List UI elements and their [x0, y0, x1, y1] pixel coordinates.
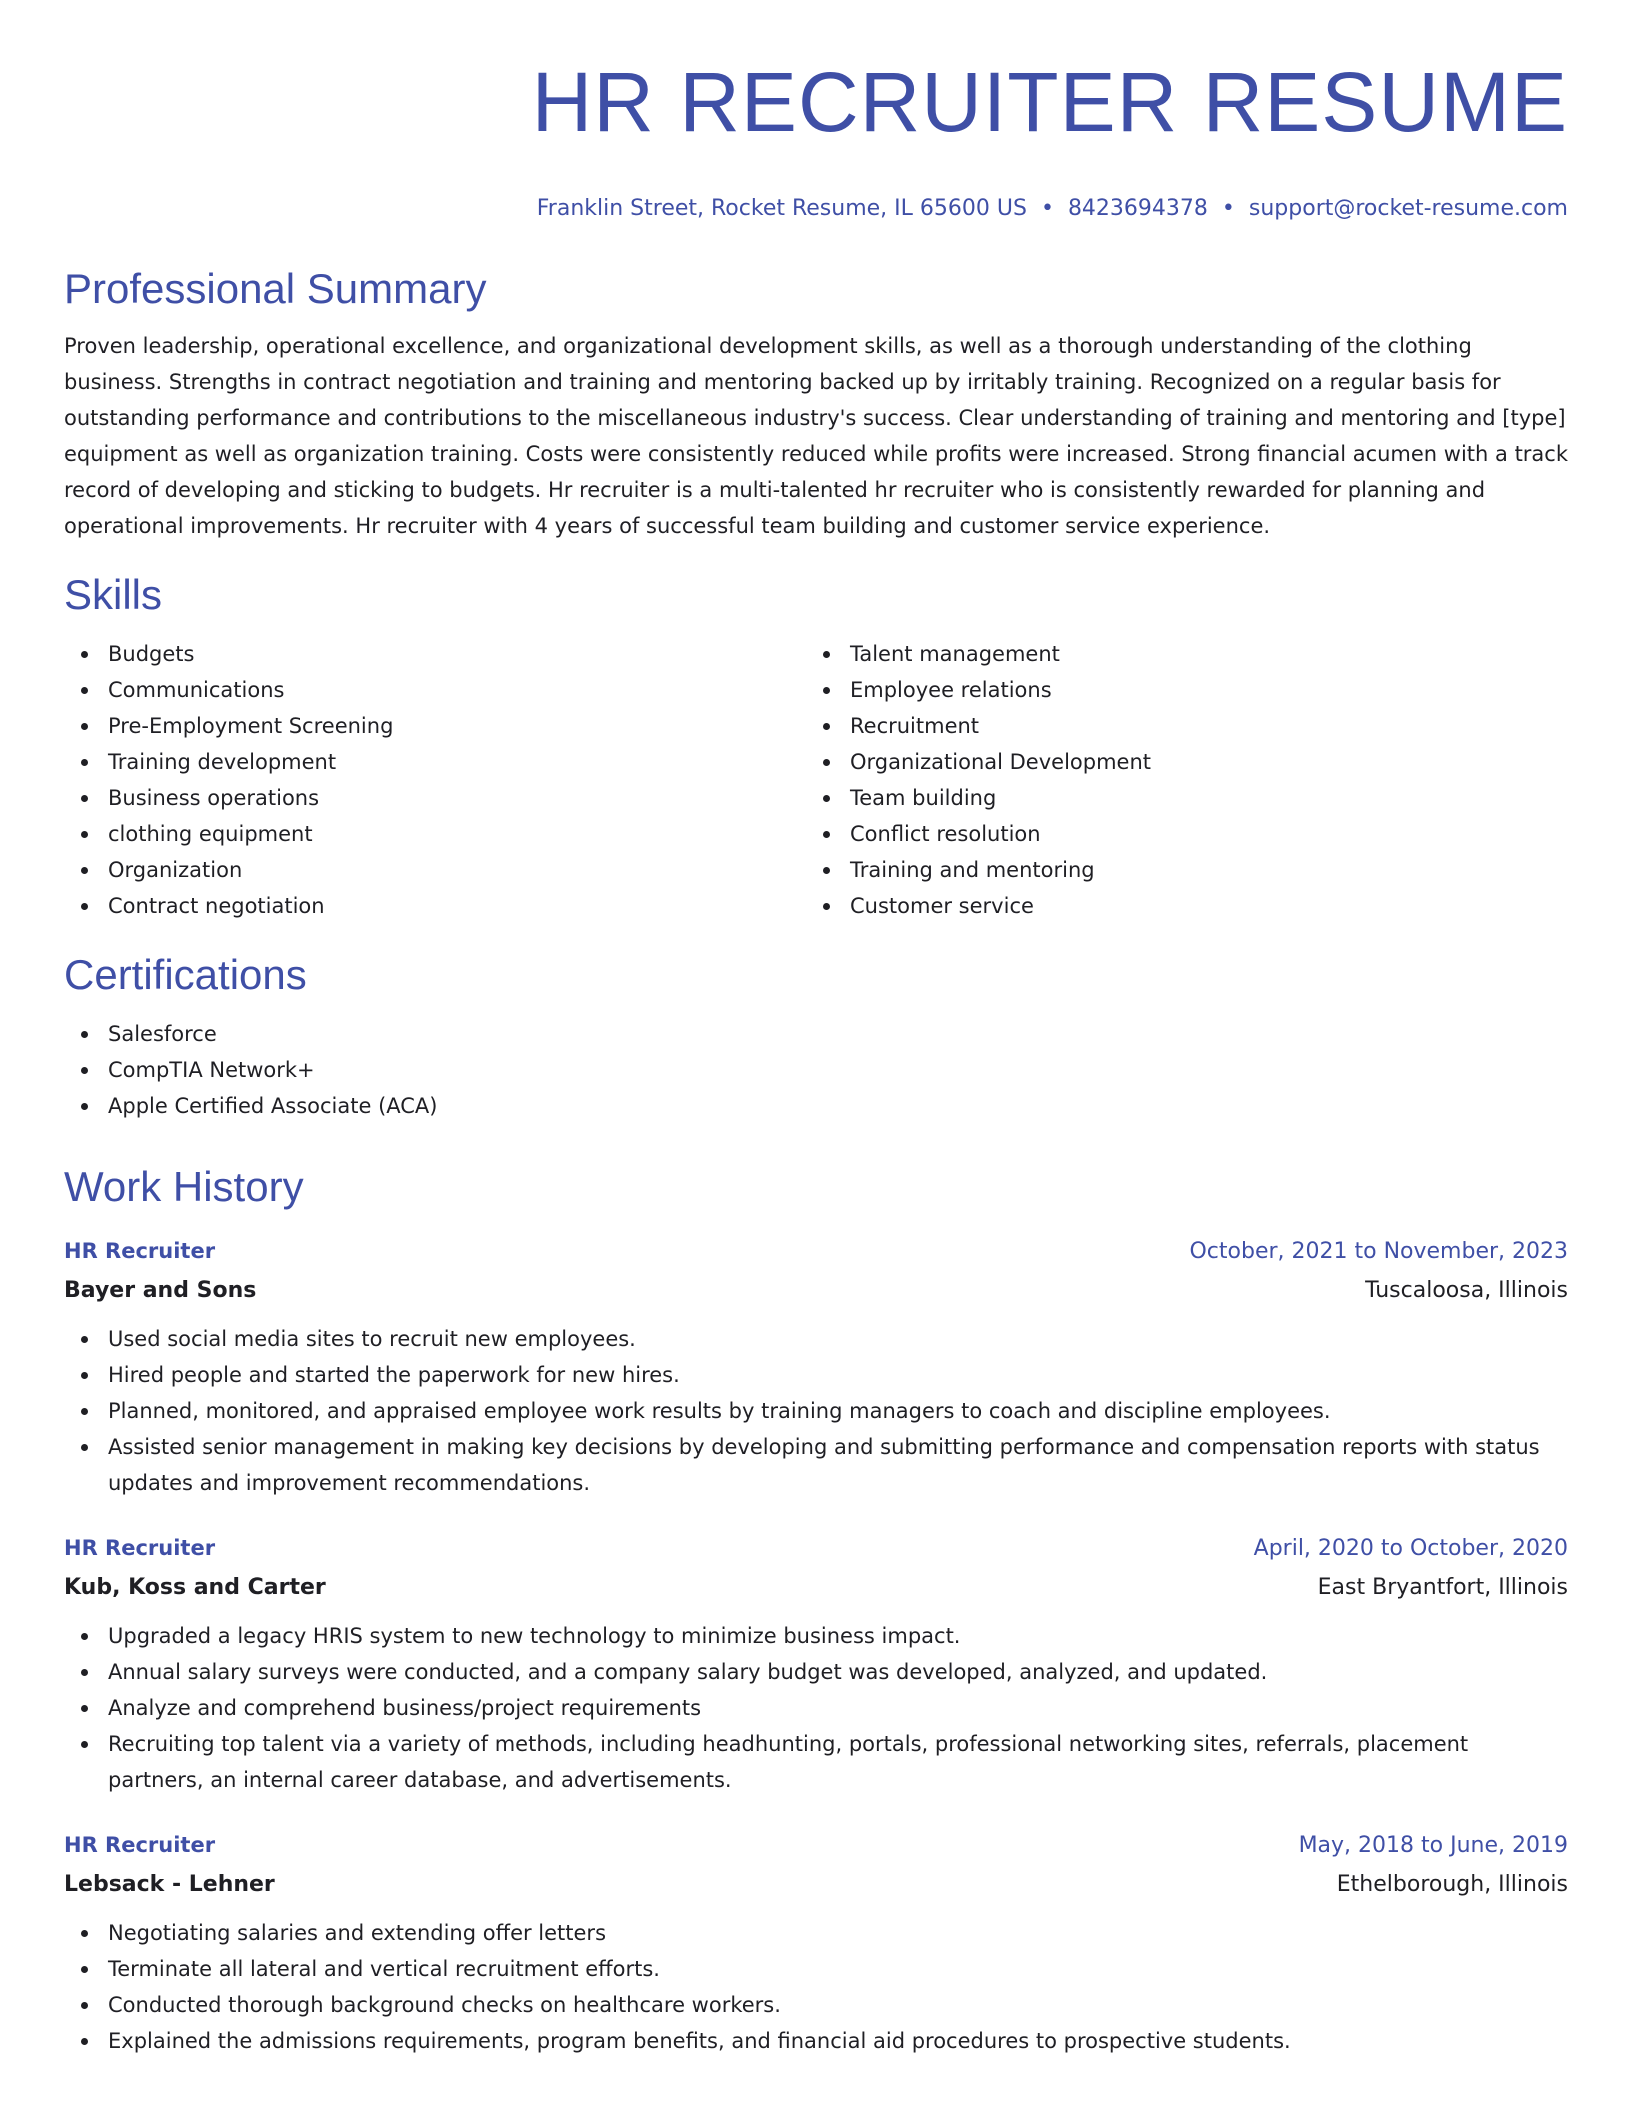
work-history-list: [64, 1232, 1568, 2059]
job-dates: April, 2020 to October, 2020: [1253, 1536, 1568, 1561]
job-bullet: Used social media sites to recruit new employees.: [64, 1321, 1568, 1357]
resume-page: [64, 0, 1568, 2059]
skill-item: Training development: [64, 744, 806, 780]
skills-heading: Skills: [64, 571, 163, 618]
certifications-list: [64, 1016, 1568, 1124]
job-title: HR Recruiter: [64, 1536, 216, 1560]
job-title-row: [64, 1232, 1568, 1271]
job-bullet: Terminate all lateral and vertical recruitment efforts.: [64, 1951, 1568, 1987]
job-entry: [64, 1232, 1568, 1501]
contact-line: [64, 194, 1568, 224]
contact-phone: 8423694378: [1067, 196, 1208, 221]
job-company: Lebsack - Lehner: [64, 1872, 275, 1897]
job-bullet: Planned, monitored, and appraised employee work results by training managers to coach and discipline employees.: [64, 1393, 1568, 1429]
job-title-row: [64, 1529, 1568, 1568]
certifications-heading: Certifications: [64, 951, 307, 998]
skill-item: Conflict resolution: [806, 816, 1548, 852]
job-company: Kub, Koss and Carter: [64, 1575, 326, 1600]
skills-right-list: [806, 636, 1548, 924]
resume-title: HR RECRUITER RESUME: [531, 55, 1568, 149]
summary-heading: Professional Summary: [64, 265, 487, 312]
skill-item: Training and mentoring: [806, 852, 1548, 888]
job-company: Bayer and Sons: [64, 1278, 257, 1303]
job-bullet-list: [64, 1915, 1568, 2059]
job-bullet: Annual salary surveys were conducted, and a company salary budget was developed, analyzed, and updated.: [64, 1654, 1568, 1690]
contact-separator: •: [1040, 196, 1054, 221]
skill-item: Contract negotiation: [64, 888, 806, 924]
skill-item: Customer service: [806, 888, 1548, 924]
summary-text: Proven leadership, operational excellence, and organizational development skills, as well as a thorough understanding of the clothing business. Strengths in contract negotiation and training and mentoring backed up by irritably training. Recognized on a regular basis for outstanding performance and contributions to the miscellaneous industry's success. Clear understanding of training and mentoring and [type] equipment as well as organization training. Costs were consistently reduced while profits were increased. Strong financial acumen with a track record of developing and sticking to budgets. Hr recruiter is a multi-talented hr recruiter who is consistently rewarded for planning and operational improvements. Hr recruiter with 4 years of successful team building and customer service experience.: [64, 334, 1569, 538]
job-entry: [64, 1826, 1568, 2059]
job-dates: October, 2021 to November, 2023: [1189, 1239, 1568, 1264]
job-company-row: [64, 1865, 1568, 1905]
job-location: Ethelborough, Illinois: [1336, 1872, 1568, 1897]
job-title: HR Recruiter: [64, 1833, 216, 1857]
job-bullet: Hired people and started the paperwork for new hires.: [64, 1357, 1568, 1393]
job-bullet: Explained the admissions requirements, program benefits, and financial aid procedures to prospective students.: [64, 2023, 1568, 2059]
skill-item: Talent management: [806, 636, 1548, 672]
job-dates: May, 2018 to June, 2019: [1298, 1833, 1568, 1858]
job-company-row: [64, 1568, 1568, 1608]
skills-left-list: [64, 636, 806, 924]
job-location: Tuscaloosa, Illinois: [1365, 1278, 1568, 1303]
job-entry: [64, 1529, 1568, 1798]
job-bullet: Assisted senior management in making key decisions by developing and submitting performance and compensation reports with status updates and improvement recommendations.: [64, 1429, 1568, 1501]
job-bullet: Conducted thorough background checks on healthcare workers.: [64, 1987, 1568, 2023]
certification-item: Apple Certified Associate (ACA): [64, 1088, 1568, 1124]
skill-item: Team building: [806, 780, 1548, 816]
skill-item: clothing equipment: [64, 816, 806, 852]
skill-item: Budgets: [64, 636, 806, 672]
job-bullet-list: [64, 1618, 1568, 1798]
job-bullet: Upgraded a legacy HRIS system to new technology to minimize business impact.: [64, 1618, 1568, 1654]
skill-item: Pre-Employment Screening: [64, 708, 806, 744]
job-bullet: Negotiating salaries and extending offer letters: [64, 1915, 1568, 1951]
contact-email: support@rocket-resume.com: [1248, 196, 1568, 221]
skill-item: Communications: [64, 672, 806, 708]
skill-item: Recruitment: [806, 708, 1548, 744]
contact-address: Franklin Street, Rocket Resume, IL 65600 US: [536, 196, 1027, 221]
skill-item: Employee relations: [806, 672, 1548, 708]
skill-item: Business operations: [64, 780, 806, 816]
job-location: East Bryantfort, Illinois: [1317, 1575, 1568, 1600]
job-company-row: [64, 1271, 1568, 1311]
certification-item: CompTIA Network+: [64, 1052, 1568, 1088]
skills-columns: [64, 636, 1568, 924]
job-bullet: Analyze and comprehend business/project requirements: [64, 1690, 1568, 1726]
skill-item: Organizational Development: [806, 744, 1548, 780]
job-title: HR Recruiter: [64, 1239, 216, 1263]
skill-item: Organization: [64, 852, 806, 888]
work-history-heading: Work History: [64, 1163, 304, 1210]
job-bullet: Recruiting top talent via a variety of methods, including headhunting, portals, professional networking sites, referrals, placement partners, an internal career database, and advertisements.: [64, 1726, 1568, 1798]
contact-separator: •: [1221, 196, 1235, 221]
certification-item: Salesforce: [64, 1016, 1568, 1052]
job-title-row: [64, 1826, 1568, 1865]
job-bullet-list: [64, 1321, 1568, 1501]
